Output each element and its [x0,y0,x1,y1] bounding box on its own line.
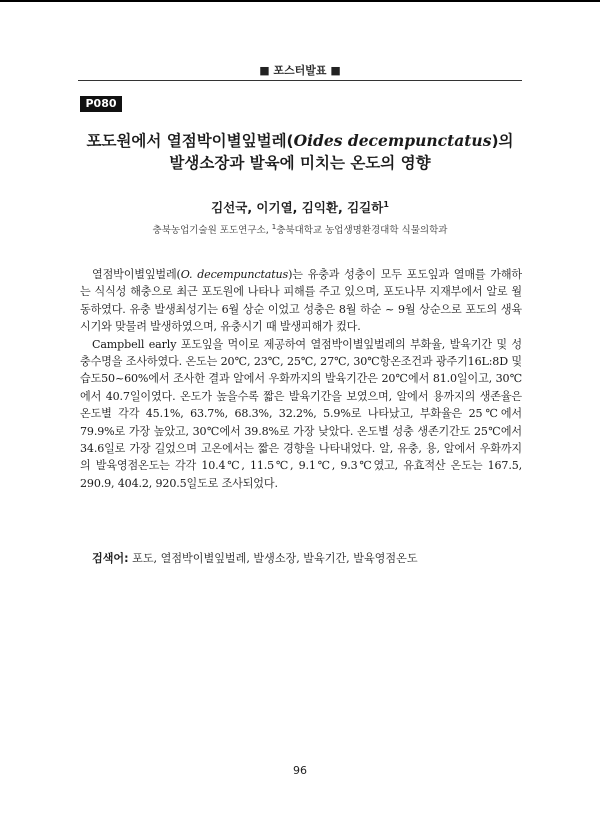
page-number: 96 [293,764,307,777]
author-affiliation-mark: 1 [383,199,389,209]
author-names: 김선국, 이기열, 김익환, 김길하 [211,200,384,215]
author-list [80,198,520,216]
abstract-p1-post: )는 유충과 성충이 모두 포도잎과 열매를 가해하는 식식성 해충으로 최근 포도원에 나타나 피해를 주고 있으며, 포도나무 지재부에서 알로 월동하였다. 유충 발생최성기는 6월 상순 이었고 성충은 8월 하순 ~ 9월 상순으로 포도의 생육시기와 맞물려 발생하였으며, 유충시기 때 발생피해가 컸다. [80,268,522,334]
abstract-p1-pre: 열점박이별잎벌레( [92,268,181,281]
title-line1-suffix: )의 [491,132,514,150]
abstract [80,266,522,492]
title-line2: 발생소장과 발육에 미치는 온도의 영향 [169,154,431,172]
abstract-scientific-name: O. decempunctatus [180,268,289,281]
affiliation-mark: 1 [271,222,277,231]
title-line1-prefix: 포도원에서 열점박이별잎벌레( [86,132,294,150]
keywords-label: 검색어: [92,552,129,565]
keywords-terms: 포도, 열점박이별잎벌레, 발생소장, 발육기간, 발육영점온도 [128,552,418,565]
poster-code-badge: P080 [80,96,122,112]
abstract-paragraph-2: Campbell early 포도잎을 먹이로 제공하여 열점박이별잎벌레의 부화율, 발육기간 및 성충수명을 조사하였다. 온도는 20℃, 23℃, 25℃, 27℃, 30℃항온조건과 광주기16L:8D 및 습도50~60%에서 조사한 결과 알에서 우화까지의 발육기간은 20℃에서 81.0일이고, 30℃에서 40.7일이였다. 온도가 높을수록 짧은 발육기간을 보였으며, 알에서 용까지의 생존율은 온도별 각각 45.1%, 63.7%, 68.3%, 32.2%, 5.9%로 나타났고, 부화율은 25℃에서 79.9%로 가장 높았고, 30℃에서 39.8%로 가장 낮았다. 온도별 성충 생존기간도 25℃에서 34.6일로 가장 길었으며 고온에서는 짧은 경향을 나타내었다. 알, 유충, 용, 알에서 우화까지의 발육영점온도는 각각 10.4℃, 11.5℃, 9.1℃, 9.3℃였고, 유효적산 온도는 167.5, 290.9, 404.2, 920.5일도로 조사되었다. [80,337,522,490]
header-rule [78,80,522,81]
affiliation-second: 충북대학교 농업생명환경대학 식물의학과 [276,225,448,236]
title-scientific-name: Oides decempunctatus [293,131,492,150]
keywords [80,550,522,567]
affiliation-first: 충북농업기술원 포도연구소, [152,225,272,236]
abstract-paragraph-1 [80,266,522,336]
affiliations [80,222,520,236]
top-border [0,0,600,2]
paper-title [80,130,520,174]
section-header: ■ 포스터발표 ■ [259,64,341,77]
